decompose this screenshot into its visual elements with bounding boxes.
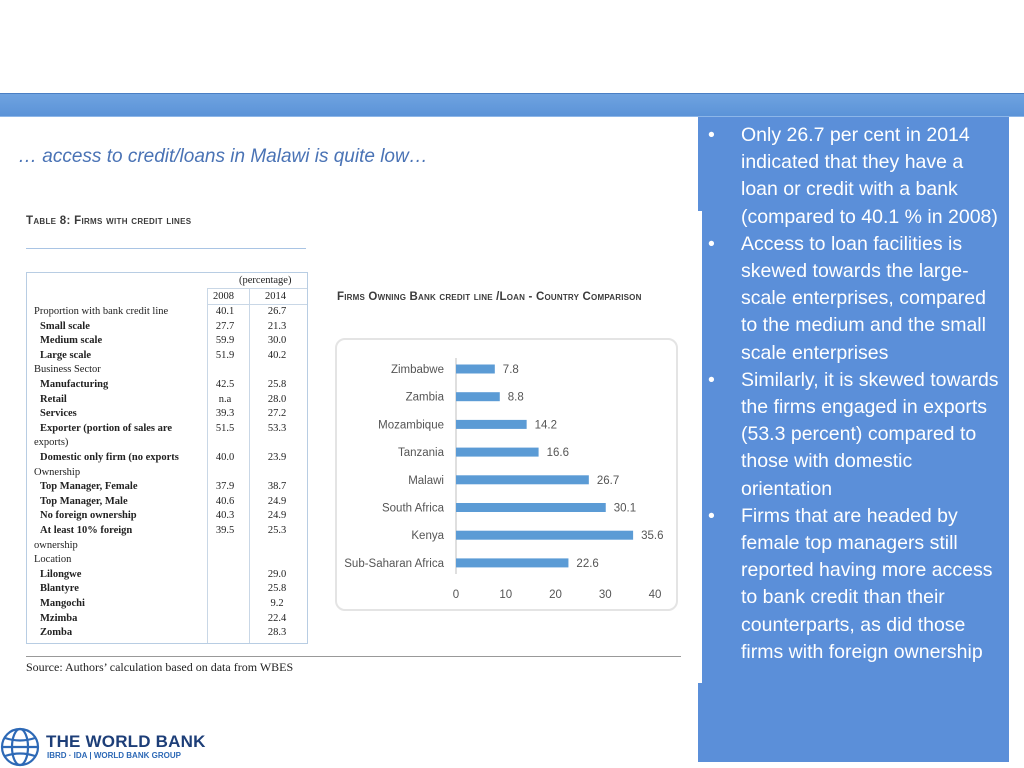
table-cell-2014: 23.9: [267, 452, 287, 463]
table-row-label: Business Sector: [34, 364, 101, 376]
table-row-label: Domestic only firm (no exports: [40, 452, 179, 463]
key-point-text: Similarly, it is skewed towards the firms engaged in exports (53.3 percent) compared to those with domestic orientation: [741, 368, 999, 500]
chart-data-label: 26.7: [596, 474, 620, 487]
table-row: [27, 525, 307, 540]
table-row-label: Mangochi: [40, 598, 85, 609]
chart-bar: [456, 503, 606, 512]
table-cell-2008: n.a: [218, 393, 232, 405]
chart-bar: [456, 392, 500, 401]
table-cell-2014: 27.2: [267, 408, 287, 420]
table-row-label: exports): [34, 437, 69, 449]
table-cell-2008: 59.9: [215, 335, 235, 347]
table-row-label: ownership: [34, 539, 78, 551]
chart-category-label: Zambia: [405, 391, 444, 404]
table-row: [27, 481, 307, 496]
table-row-label: Top Manager, Male: [40, 495, 128, 507]
table-row-label: Manufacturing: [40, 379, 109, 390]
table-cell-2014: 24.9: [267, 510, 287, 522]
table-cell-2014: 24.9: [267, 495, 287, 507]
table-cell-2008: 39.3: [215, 408, 235, 420]
chart-category-label: Zimbabwe: [390, 364, 444, 376]
key-point-text: Only 26.7 per cent in 2014 indicated that they have a loan or credit with a bank (compared to 40.1 % in 2008): [741, 124, 998, 228]
table-row-label: Top Manager, Female: [40, 481, 138, 493]
panel-notch: [698, 211, 702, 683]
chart-category-label: Malawi: [408, 474, 444, 487]
table-row-label: Zomba: [40, 627, 73, 639]
table-row-label: Ownership: [34, 466, 81, 478]
table-top-rule: [26, 248, 306, 249]
table-col-2014: 2014: [265, 291, 286, 302]
table-cell-2008: 39.5: [215, 525, 235, 536]
logo-wordmark: THE WORLD BANK: [46, 732, 206, 751]
key-point-text: Access to loan facilities is skewed towards the large-scale enterprises, compared to the medium and the small scale enterprises: [741, 232, 986, 364]
chart-tick-label: 40: [648, 589, 662, 601]
chart-data-label: 7.8: [502, 364, 519, 376]
chart-data-label: 22.6: [576, 557, 599, 570]
table-cell-2014: 40.2: [267, 349, 287, 361]
table-grid-line: [207, 304, 307, 305]
table-cell-2014: 25.3: [267, 525, 287, 536]
table-row: [27, 306, 307, 321]
table-cell-2014: 53.3: [267, 422, 287, 434]
table-cell-2014: 29.0: [267, 568, 287, 580]
key-point-item: [706, 503, 1002, 666]
table-row: [27, 394, 307, 409]
table-cell-2008: 40.3: [215, 510, 235, 522]
table-unit: (percentage): [239, 275, 292, 286]
table-source: Source: Authors’ calculation based on data from WBES: [26, 660, 294, 674]
chart-bar: [456, 558, 568, 567]
table-row-label: Mzimba: [40, 612, 78, 624]
key-point-text: Firms that are headed by female top managers still reported having more access to bank credit than their counterparts, as did those firms with foreign ownership: [741, 504, 993, 663]
bullet-icon: •: [708, 232, 715, 255]
table-cell-2014: 30.0: [267, 335, 287, 347]
chart-bar: [456, 365, 495, 374]
table-row: [27, 423, 307, 438]
chart-category-label: Mozambique: [378, 419, 444, 432]
chart-data-label: 30.1: [613, 502, 637, 515]
chart-data-label: 35.6: [641, 530, 664, 543]
table-cell-2014: 28.0: [267, 393, 287, 405]
table-cell-2014: 9.2: [270, 598, 284, 609]
key-point-item: [706, 367, 1002, 503]
table-row: [27, 335, 307, 350]
chart-category-label: South Africa: [381, 502, 444, 515]
table-cell-2014: 21.3: [267, 320, 287, 332]
table-row: [27, 321, 307, 336]
table-row-label: No foreign ownership: [40, 510, 137, 522]
table-row: [27, 510, 307, 525]
table-row-label: Proportion with bank credit line: [34, 306, 169, 317]
chart-data-label: 8.8: [507, 391, 524, 404]
table-row-label: Blantyre: [40, 583, 79, 595]
table-row: [27, 569, 307, 584]
table-row-label: Exporter (portion of sales are: [40, 422, 173, 434]
chart-title: Firms Owning Bank credit line /Loan - Country Comparison: [337, 291, 642, 303]
table-title: Table 8: Firms with credit lines: [26, 215, 192, 227]
table-cell-2014: 22.4: [267, 612, 287, 624]
chart-tick-label: 20: [549, 589, 562, 601]
chart-bar: [456, 448, 539, 457]
table-row: [27, 540, 307, 555]
table-cell-2014: 38.7: [267, 481, 287, 493]
table-row: [27, 583, 307, 598]
slide-subtitle: … access to credit/loans in Malawi is quite low…: [18, 146, 428, 167]
table-row: [27, 350, 307, 365]
table-cell-2008: 37.9: [215, 481, 235, 493]
credit-lines-table: [26, 272, 308, 644]
chart-bar: [456, 531, 633, 540]
table-row-label: Services: [40, 408, 77, 420]
bullet-icon: •: [708, 368, 715, 391]
source-rule: [26, 656, 681, 657]
chart-data-label: 16.6: [546, 447, 569, 460]
key-point-item: [706, 231, 1002, 367]
country-comparison-chart: [335, 338, 678, 611]
table-row: [27, 467, 307, 482]
table-row: [27, 554, 307, 569]
table-row-label: Lilongwe: [40, 568, 82, 580]
table-row-label: Medium scale: [40, 335, 103, 347]
logo-subline: IBRD · IDA | WORLD BANK GROUP: [47, 751, 181, 760]
table-cell-2014: 25.8: [267, 583, 287, 595]
table-row-label: Location: [34, 554, 72, 566]
chart-bar: [456, 420, 527, 429]
header-band: [0, 93, 1024, 117]
chart-category-label: Sub-Saharan Africa: [344, 557, 444, 570]
table-cell-2008: 27.7: [215, 320, 235, 332]
table-cell-2008: 40.1: [215, 306, 235, 317]
table-row-label: At least 10% foreign: [40, 525, 133, 536]
table-row: [27, 598, 307, 613]
chart-tick-label: 30: [598, 589, 612, 601]
key-points-list: [706, 122, 1002, 666]
table-row-label: Large scale: [40, 349, 92, 361]
key-point-item: [706, 122, 1002, 231]
table-row: [27, 379, 307, 394]
bullet-icon: •: [708, 124, 715, 146]
chart-tick-label: 0: [452, 589, 460, 601]
bullet-icon: •: [708, 504, 715, 527]
table-grid-line: [207, 288, 307, 289]
table-cell-2014: 28.3: [267, 627, 287, 639]
table-row-label: Small scale: [40, 320, 90, 332]
table-col-2008: 2008: [213, 291, 234, 302]
table-cell-2008: 51.9: [215, 349, 235, 361]
table-cell-2008: 42.5: [215, 379, 235, 390]
table-row: [27, 408, 307, 423]
table-row: [27, 437, 307, 452]
table-row: [27, 452, 307, 467]
table-cell-2014: 25.8: [267, 379, 287, 390]
table-row: [27, 364, 307, 379]
table-row: [27, 613, 307, 628]
table-row-label: Retail: [40, 393, 67, 405]
table-cell-2008: 40.0: [215, 452, 235, 463]
table-row: [27, 627, 307, 642]
table-cell-2014: 26.7: [267, 306, 287, 317]
chart-category-label: Kenya: [411, 530, 444, 543]
chart-category-label: Tanzania: [397, 447, 444, 460]
chart-tick-label: 10: [499, 589, 513, 601]
table-cell-2008: 51.5: [215, 422, 235, 434]
table-row: [27, 496, 307, 511]
chart-bar: [456, 475, 589, 484]
table-cell-2008: 40.6: [215, 495, 235, 507]
chart-data-label: 14.2: [534, 419, 558, 432]
